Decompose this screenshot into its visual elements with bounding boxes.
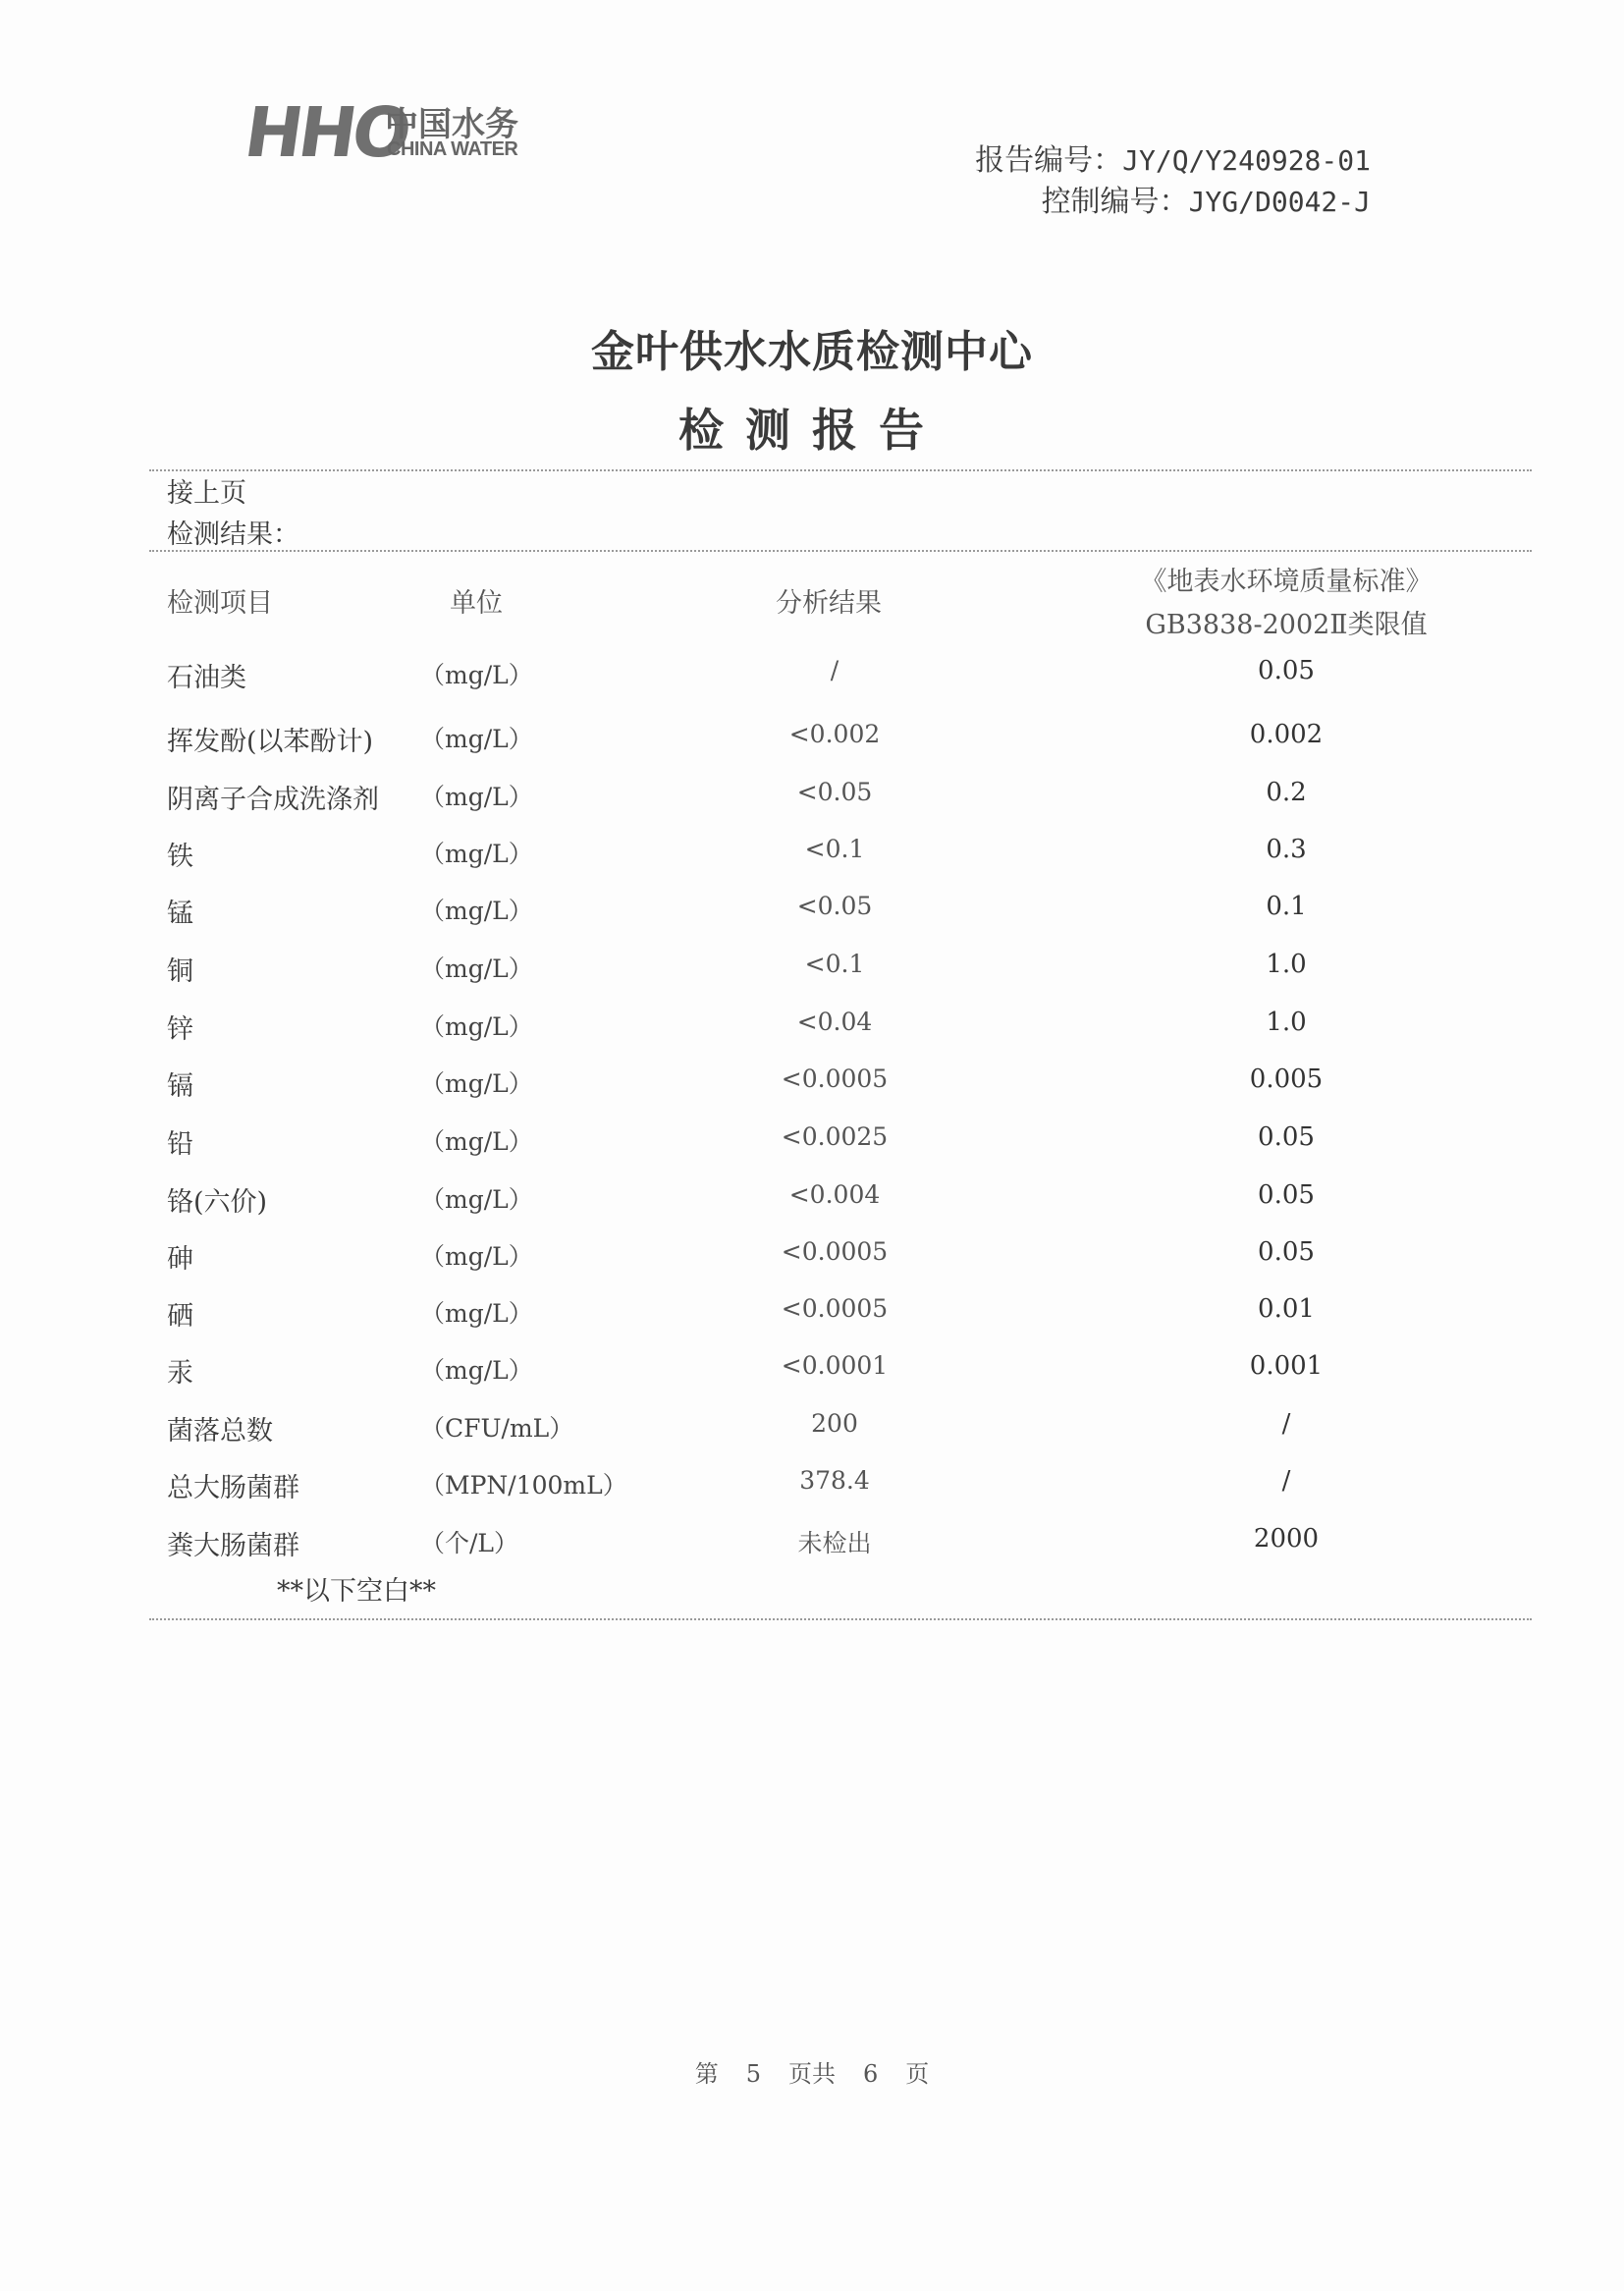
report-title: 检测报告 [678,404,946,457]
row-result: <0.0025 [781,1122,889,1151]
header-item: 检测项目 [167,588,273,619]
row-limit: 0.1 [1266,892,1307,921]
row-limit: 0.05 [1258,1237,1315,1267]
row-item: 总大肠菌群 [167,1473,299,1503]
divider-top [149,469,1532,471]
divider-bottom [149,1618,1532,1620]
footer-prefix: 第 [694,2060,719,2088]
header-result: 分析结果 [776,588,882,619]
row-result: <0.0005 [781,1237,889,1266]
row-limit: 2000 [1253,1524,1320,1554]
header-standard-line2: GB3838-2002Ⅱ类限值 [1145,610,1428,640]
row-unit: （mg/L） [420,1069,533,1098]
row-unit: （mg/L） [420,1185,533,1214]
center-title: 金叶供水水质检测中心 [591,327,1033,377]
table-row [0,1524,1624,1563]
row-limit: 0.01 [1258,1294,1315,1324]
row-unit: （mg/L） [420,783,533,811]
row-item: 铬(六价) [167,1187,268,1218]
table-row [0,720,1624,759]
row-result: <0.05 [796,892,873,920]
header-standard-line1: 《地表水环境质量标准》 [1140,567,1433,597]
row-unit: （个/L） [420,1529,519,1557]
header-unit: 单位 [450,588,503,619]
table-row [0,950,1624,989]
row-limit: / [1281,1409,1291,1439]
row-item: 锰 [167,899,193,929]
row-unit: （mg/L） [420,725,533,753]
row-item: 锌 [167,1014,193,1045]
logo-mark: HHO [240,92,413,173]
table-row [0,1122,1624,1162]
row-item: 铁 [167,842,193,872]
blank-note: **以下空白** [277,1576,436,1607]
row-result: <0.0005 [781,1064,889,1093]
row-unit: （mg/L） [420,840,533,868]
row-limit: 0.05 [1258,656,1315,685]
row-result: <0.1 [804,950,865,978]
row-result: / [830,656,839,684]
footer-suffix: 页 [905,2060,930,2088]
row-unit: （CFU/mL） [420,1414,574,1443]
footer-mid: 页共 [788,2060,836,2088]
table-row [0,1237,1624,1277]
row-result: <0.004 [788,1180,881,1209]
control-number-value: JYG/D0042-J [1188,186,1371,218]
control-number [1042,177,1371,220]
row-limit: 1.0 [1266,1008,1307,1037]
row-item: 菌落总数 [167,1416,273,1446]
row-item: 粪大肠菌群 [167,1531,299,1561]
row-result: <0.04 [796,1008,873,1036]
row-limit: 1.0 [1266,950,1307,979]
row-unit: （mg/L） [420,1356,533,1385]
report-number-value: JY/Q/Y240928-01 [1122,144,1371,177]
row-limit: / [1281,1466,1291,1496]
row-unit: （mg/L） [420,1012,533,1041]
row-limit: 0.001 [1249,1351,1324,1381]
row-limit: 0.2 [1266,778,1307,807]
row-item: 石油类 [167,663,246,693]
row-item: 镉 [167,1071,193,1102]
row-item: 铜 [167,956,193,987]
row-limit: 0.3 [1266,835,1307,864]
results-label: 检测结果： [167,519,299,550]
row-limit: 0.05 [1258,1180,1315,1210]
row-unit: （mg/L） [420,1299,533,1328]
table-row [0,656,1624,695]
row-unit: （mg/L） [420,661,533,689]
row-result: <0.002 [788,720,881,748]
table-row [0,1064,1624,1104]
table-row [0,1008,1624,1047]
row-result: <0.0005 [781,1294,889,1323]
table-row [0,778,1624,817]
china-water-logo [240,92,540,173]
row-item: 汞 [167,1358,193,1389]
report-number-label: 报告编号： [975,143,1123,178]
row-item: 阴离子合成洗涤剂 [167,785,379,815]
row-item: 挥发酚(以苯酚计) [167,727,374,757]
row-unit: （mg/L） [420,1127,533,1156]
continued-label: 接上页 [167,478,246,509]
logo-cn-text: 中国水务 [385,105,518,144]
footer-current-page: 5 [745,2060,761,2088]
page-footer [0,2054,1624,2089]
row-result: <0.0001 [781,1351,889,1380]
divider-header [149,550,1532,552]
table-row [0,1294,1624,1334]
row-limit: 0.005 [1249,1064,1324,1094]
row-result: <0.1 [804,835,865,863]
table-row [0,1351,1624,1391]
row-item: 铅 [167,1129,193,1160]
row-result: 200 [811,1409,858,1438]
table-row [0,835,1624,874]
row-item: 硒 [167,1301,193,1332]
table-row [0,1466,1624,1505]
control-number-label: 控制编号： [1041,185,1189,219]
row-unit: （mg/L） [420,897,533,925]
report-number [975,136,1371,179]
table-row [0,892,1624,931]
row-result: <0.05 [796,778,873,806]
table-row [0,1409,1624,1448]
row-result: 未检出 [797,1529,872,1557]
row-unit: （mg/L） [420,955,533,983]
footer-total-pages: 6 [863,2060,879,2088]
row-result: 378.4 [799,1466,870,1495]
row-item: 砷 [167,1244,193,1275]
logo-en-text: CHINA WATER [387,138,518,160]
row-limit: 0.002 [1249,720,1324,749]
row-limit: 0.05 [1258,1122,1315,1152]
row-unit: （MPN/100mL） [420,1471,627,1500]
table-row [0,1180,1624,1220]
row-unit: （mg/L） [420,1242,533,1271]
